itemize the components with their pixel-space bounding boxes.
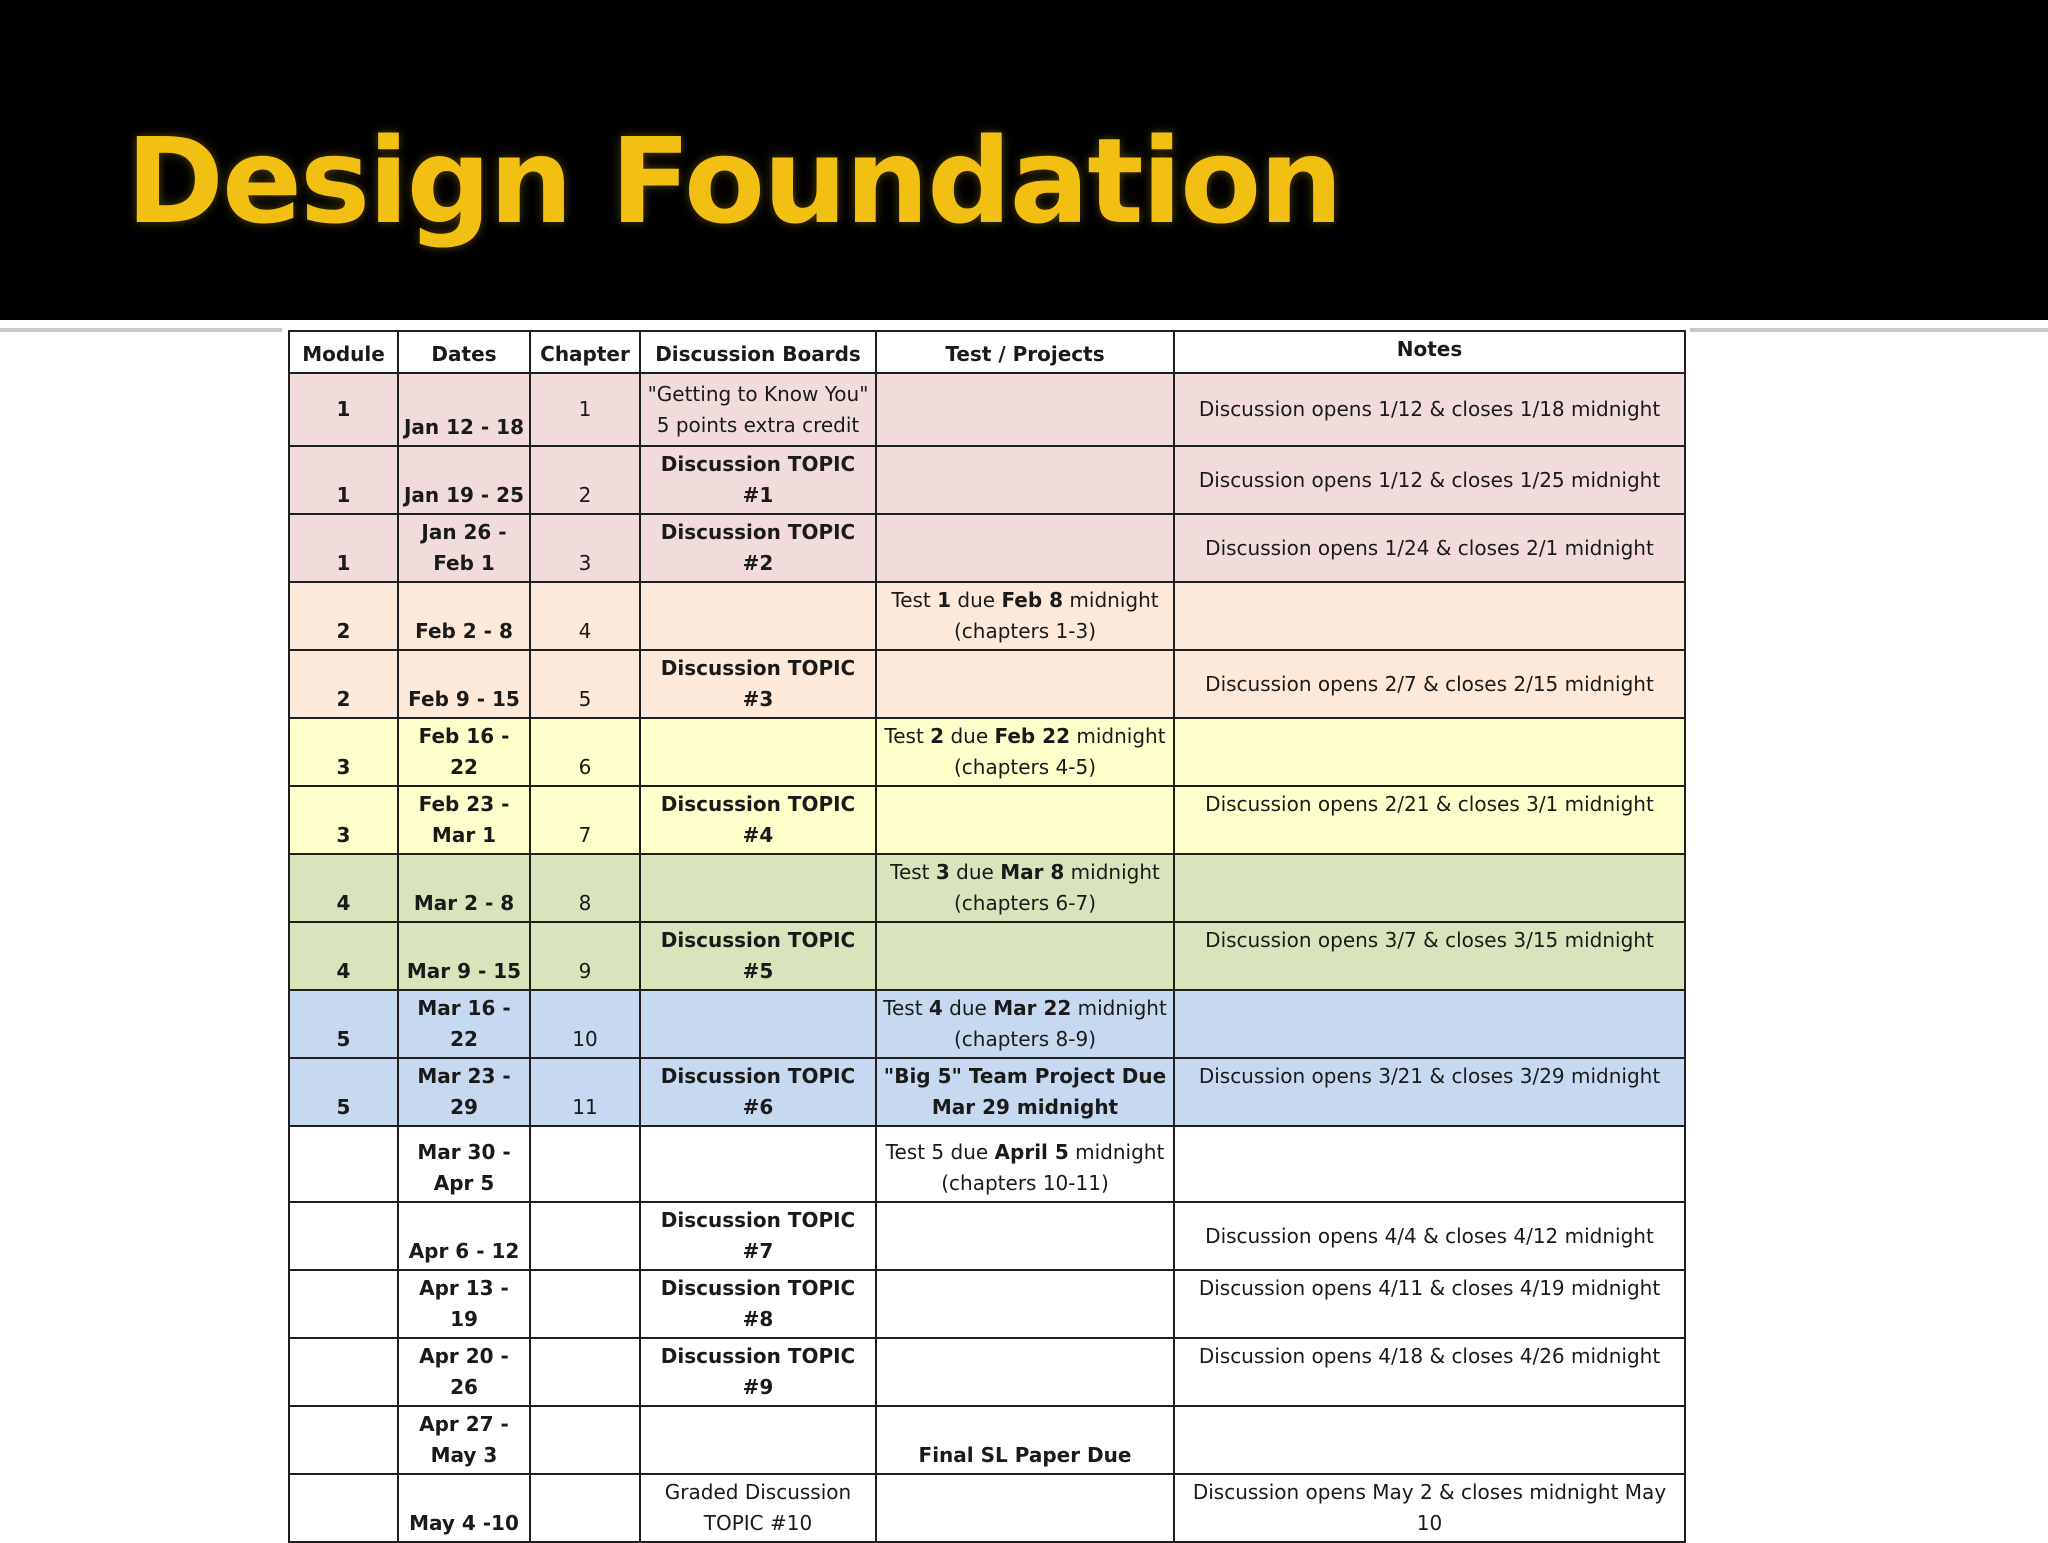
dates-cell: May 4 -10 (398, 1474, 530, 1542)
test-text: Test 5 due (885, 1140, 995, 1164)
right-divider (1690, 328, 2048, 332)
dates-cell: Apr 6 - 12 (398, 1202, 530, 1270)
table-row (289, 650, 1685, 718)
discussion-cell: Discussion TOPIC #3 (640, 650, 876, 718)
test-emphasis: 4 (928, 996, 943, 1020)
module-cell: 4 (289, 922, 398, 990)
discussion-cell (640, 1406, 876, 1474)
table-row (289, 922, 1685, 990)
module-cell (289, 1338, 398, 1406)
slide-title: Design Foundation (126, 112, 1342, 250)
discussion-cell (640, 854, 876, 922)
module-cell (289, 1126, 398, 1202)
test-text: due (949, 860, 1001, 884)
test-text: Test (891, 588, 938, 612)
discussion-cell: Discussion TOPIC #5 (640, 922, 876, 990)
discussion-cell: Discussion TOPIC #1 (640, 446, 876, 514)
test-emphasis: Mar 8 (1000, 860, 1065, 884)
discussion-cell (640, 718, 876, 786)
table-row (289, 1270, 1685, 1338)
test-projects-cell (876, 922, 1174, 990)
test-projects-cell: "Big 5" Team Project Due Mar 29 midnight (876, 1058, 1174, 1126)
test-projects-cell (876, 718, 1174, 786)
chapter-cell: 5 (530, 650, 640, 718)
test-emphasis: 2 (930, 724, 945, 748)
module-cell (289, 1270, 398, 1338)
title-bar (0, 0, 2048, 320)
test-emphasis: 1 (937, 588, 952, 612)
test-text: due (942, 996, 994, 1020)
test-projects-cell (876, 1270, 1174, 1338)
table-row (289, 373, 1685, 446)
chapter-cell (530, 1338, 640, 1406)
test-text: Test (883, 996, 929, 1020)
dates-cell: Feb 16 - 22 (398, 718, 530, 786)
dates-cell: Mar 23 - 29 (398, 1058, 530, 1126)
table-row (289, 1058, 1685, 1126)
test-projects-cell (876, 650, 1174, 718)
module-cell: 3 (289, 786, 398, 854)
test-emphasis: Mar 22 (993, 996, 1072, 1020)
module-cell: 3 (289, 718, 398, 786)
module-cell: 1 (289, 446, 398, 514)
header-test-projects: Test / Projects (876, 331, 1174, 373)
notes-cell (1174, 718, 1685, 786)
chapter-cell: 8 (530, 854, 640, 922)
test-text: midnight (chapters 10-11) (941, 1140, 1165, 1195)
notes-cell (1174, 854, 1685, 922)
module-cell: 1 (289, 373, 398, 446)
test-text: due (951, 588, 1002, 612)
notes-cell: Discussion opens 1/24 & closes 2/1 midnight (1174, 514, 1685, 582)
test-projects-cell (876, 514, 1174, 582)
chapter-cell: 2 (530, 446, 640, 514)
chapter-cell (530, 1406, 640, 1474)
table-row (289, 582, 1685, 650)
module-cell: 5 (289, 990, 398, 1058)
chapter-cell (530, 1474, 640, 1542)
test-projects-cell: Final SL Paper Due (876, 1406, 1174, 1474)
dates-cell: Mar 9 - 15 (398, 922, 530, 990)
discussion-cell (640, 1126, 876, 1202)
chapter-cell: 7 (530, 786, 640, 854)
chapter-cell (530, 1126, 640, 1202)
dates-cell: Mar 16 - 22 (398, 990, 530, 1058)
notes-cell: Discussion opens 4/18 & closes 4/26 midnight (1174, 1338, 1685, 1406)
table-header-row (289, 331, 1685, 373)
dates-cell: Mar 30 - Apr 5 (398, 1126, 530, 1202)
notes-cell: Discussion opens 4/11 & closes 4/19 midnight (1174, 1270, 1685, 1338)
module-cell: 2 (289, 650, 398, 718)
table-row (289, 990, 1685, 1058)
test-text: midnight (chapters 4-5) (953, 724, 1166, 779)
chapter-cell (530, 1270, 640, 1338)
test-projects-cell (876, 990, 1174, 1058)
dates-cell: Jan 19 - 25 (398, 446, 530, 514)
module-cell: 5 (289, 1058, 398, 1126)
chapter-cell: 1 (530, 373, 640, 446)
table-row (289, 1202, 1685, 1270)
dates-cell: Feb 23 - Mar 1 (398, 786, 530, 854)
notes-cell: Discussion opens 1/12 & closes 1/25 midnight (1174, 446, 1685, 514)
test-projects-cell (876, 373, 1174, 446)
discussion-cell: Discussion TOPIC #6 (640, 1058, 876, 1126)
test-text: Test (890, 860, 936, 884)
module-cell: 1 (289, 514, 398, 582)
chapter-cell (530, 1202, 640, 1270)
discussion-cell: Discussion TOPIC #4 (640, 786, 876, 854)
test-emphasis: 3 (935, 860, 950, 884)
dates-cell: Apr 20 - 26 (398, 1338, 530, 1406)
dates-cell: Apr 27 - May 3 (398, 1406, 530, 1474)
notes-cell: Discussion opens 2/7 & closes 2/15 midnight (1174, 650, 1685, 718)
dates-cell: Jan 26 - Feb 1 (398, 514, 530, 582)
module-cell (289, 1202, 398, 1270)
chapter-cell: 11 (530, 1058, 640, 1126)
chapter-cell: 4 (530, 582, 640, 650)
dates-cell: Feb 9 - 15 (398, 650, 530, 718)
module-cell (289, 1474, 398, 1542)
header-dates: Dates (398, 331, 530, 373)
notes-cell: Discussion opens 3/21 & closes 3/29 midnight (1174, 1058, 1685, 1126)
test-projects-cell (876, 1474, 1174, 1542)
discussion-cell (640, 582, 876, 650)
schedule-table-container (283, 320, 1689, 1535)
dates-cell: Feb 2 - 8 (398, 582, 530, 650)
discussion-cell: Graded Discussion TOPIC #10 (640, 1474, 876, 1542)
header-chapter: Chapter (530, 331, 640, 373)
notes-cell: Discussion opens May 2 & closes midnight May 10 (1174, 1474, 1685, 1542)
test-emphasis: Feb 8 (1001, 588, 1064, 612)
test-projects-cell (876, 582, 1174, 650)
test-text: midnight (chapters 6-7) (953, 860, 1160, 915)
notes-cell (1174, 1406, 1685, 1474)
test-text: Test (884, 724, 931, 748)
header-module: Module (289, 331, 398, 373)
dates-cell: Apr 13 - 19 (398, 1270, 530, 1338)
dates-cell: Jan 12 - 18 (398, 373, 530, 446)
test-text: midnight (chapters 8-9) (953, 996, 1167, 1051)
table-row (289, 514, 1685, 582)
dates-cell: Mar 2 - 8 (398, 854, 530, 922)
test-projects-cell (876, 854, 1174, 922)
test-projects-cell (876, 446, 1174, 514)
table-row (289, 1474, 1685, 1542)
test-emphasis: April 5 (994, 1140, 1069, 1164)
table-row (289, 854, 1685, 922)
test-text: due (944, 724, 995, 748)
table-row (289, 1406, 1685, 1474)
table-row (289, 1126, 1685, 1202)
chapter-cell: 6 (530, 718, 640, 786)
table-row (289, 786, 1685, 854)
discussion-cell: Discussion TOPIC #7 (640, 1202, 876, 1270)
notes-cell (1174, 990, 1685, 1058)
test-projects-cell (876, 1338, 1174, 1406)
chapter-cell: 9 (530, 922, 640, 990)
left-divider (0, 328, 282, 332)
notes-cell: Discussion opens 2/21 & closes 3/1 midnight (1174, 786, 1685, 854)
notes-cell: Discussion opens 4/4 & closes 4/12 midnight (1174, 1202, 1685, 1270)
test-projects-cell (876, 786, 1174, 854)
chapter-cell: 10 (530, 990, 640, 1058)
course-schedule-table (288, 330, 1686, 1543)
table-row (289, 446, 1685, 514)
test-projects-cell (876, 1126, 1174, 1202)
module-cell (289, 1406, 398, 1474)
test-emphasis: Feb 22 (994, 724, 1071, 748)
notes-cell: Discussion opens 3/7 & closes 3/15 midnight (1174, 922, 1685, 990)
discussion-cell: "Getting to Know You" 5 points extra credit (640, 373, 876, 446)
module-cell: 4 (289, 854, 398, 922)
discussion-cell: Discussion TOPIC #8 (640, 1270, 876, 1338)
notes-cell (1174, 582, 1685, 650)
discussion-cell: Discussion TOPIC #2 (640, 514, 876, 582)
test-text: midnight (chapters 1-3) (953, 588, 1159, 643)
header-notes: Notes (1174, 331, 1685, 373)
chapter-cell: 3 (530, 514, 640, 582)
table-row (289, 718, 1685, 786)
notes-cell (1174, 1126, 1685, 1202)
discussion-cell: Discussion TOPIC #9 (640, 1338, 876, 1406)
module-cell: 2 (289, 582, 398, 650)
table-row (289, 1338, 1685, 1406)
notes-cell: Discussion opens 1/12 & closes 1/18 midnight (1174, 373, 1685, 446)
discussion-cell (640, 990, 876, 1058)
test-projects-cell (876, 1202, 1174, 1270)
header-discussion-boards: Discussion Boards (640, 331, 876, 373)
